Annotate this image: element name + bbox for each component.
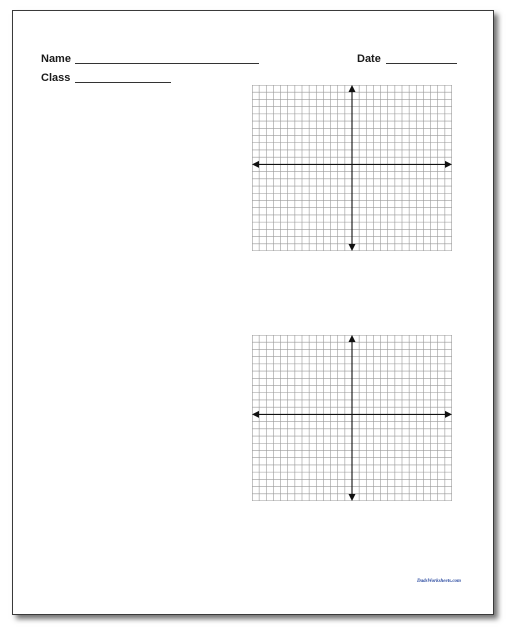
x-axis-arrow-left — [252, 411, 259, 418]
coordinate-grid-2 — [252, 335, 452, 501]
grid-svg — [252, 85, 452, 251]
y-axis-arrow-up — [349, 335, 356, 342]
y-axis-arrow-down — [349, 494, 356, 501]
name-label: Name — [41, 53, 71, 65]
x-axis-arrow-right — [445, 161, 452, 168]
grid-svg — [252, 335, 452, 501]
coordinate-grid-1 — [252, 85, 452, 251]
x-axis-arrow-left — [252, 161, 259, 168]
publisher-logo: DadsWorksheets.com — [417, 579, 461, 584]
worksheet-page — [12, 10, 494, 615]
date-label: Date — [357, 53, 381, 65]
class-line[interactable] — [75, 82, 171, 83]
y-axis-arrow-up — [349, 85, 356, 92]
class-label: Class — [41, 72, 71, 84]
y-axis-arrow-down — [349, 244, 356, 251]
x-axis-arrow-right — [445, 411, 452, 418]
name-line[interactable] — [75, 63, 259, 64]
date-line[interactable] — [386, 63, 457, 64]
